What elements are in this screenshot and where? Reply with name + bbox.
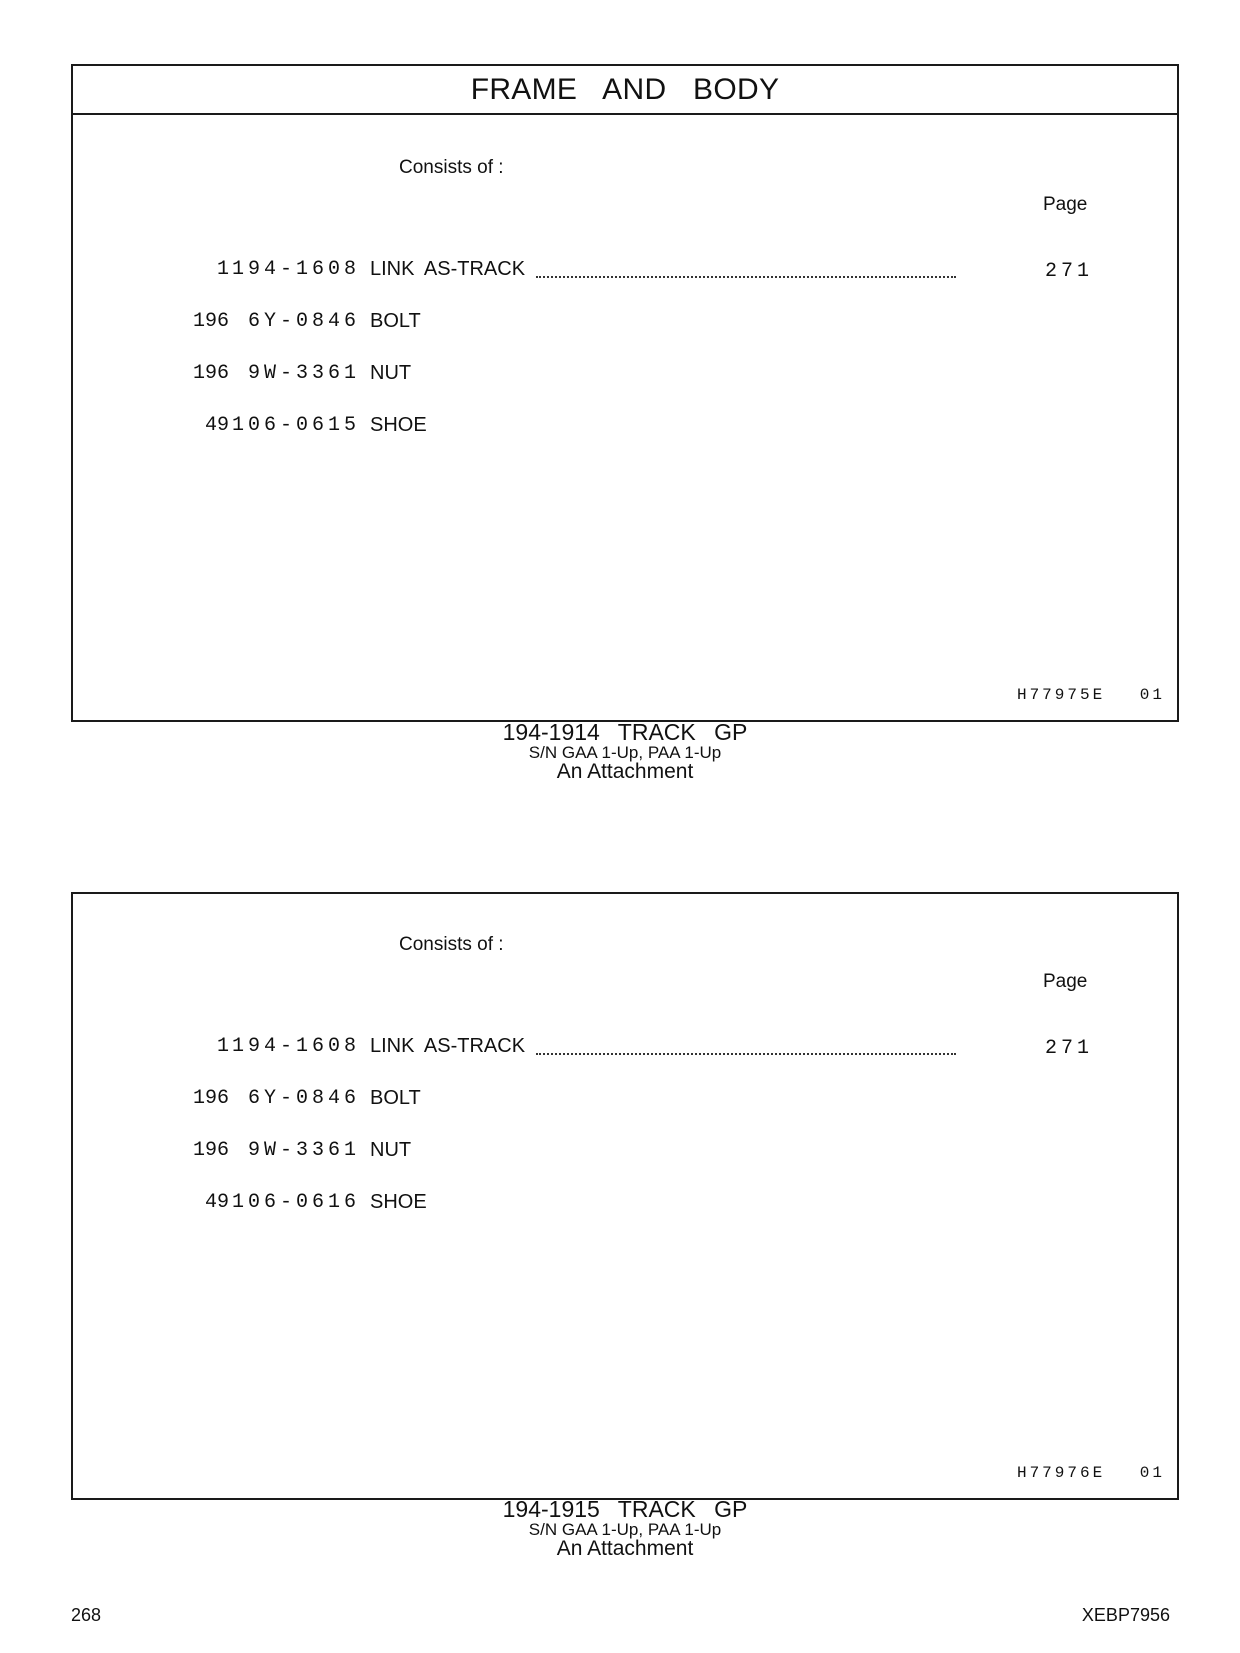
part-name: LINK AS-TRACK [370, 258, 526, 280]
part-name: SHOE [370, 414, 427, 436]
consists-of-label: Consists of : [399, 157, 504, 178]
part-page-ref: 271 [1045, 260, 1094, 283]
page-column-header: Page [1043, 971, 1088, 992]
part-name: NUT [370, 362, 412, 384]
dot-leader [536, 270, 956, 278]
part-name: LINK AS-TRACK [370, 1035, 526, 1057]
group-title: 194-1915 TRACK GP [502, 1496, 748, 1522]
page-column-header: Page [1043, 194, 1088, 215]
parts-group-2 [71, 892, 1179, 1500]
part-name: NUT [370, 1139, 412, 1161]
illustration-id: H77976E [1016, 1464, 1106, 1482]
part-row [73, 414, 1177, 444]
part-page-ref: 271 [1045, 1037, 1094, 1060]
part-name: BOLT [370, 1087, 421, 1109]
part-row [73, 1139, 1177, 1169]
part-qty: 1 [216, 1035, 229, 1058]
page-number: 268 [71, 1605, 102, 1625]
illustration-reference [1017, 1464, 1165, 1482]
illustration-id: H77975E [1016, 686, 1106, 704]
part-qty: 49 [204, 1191, 229, 1214]
part-row [73, 258, 1177, 288]
group-caption [71, 720, 1179, 782]
part-number: 106-0615 [231, 414, 360, 437]
part-row [73, 310, 1177, 340]
part-number: 9W-3361 [247, 1139, 360, 1162]
part-number: 194-1608 [231, 258, 360, 281]
part-qty: 1 [216, 258, 229, 281]
illustration-reference [1017, 686, 1165, 704]
part-qty: 196 [192, 1087, 229, 1110]
part-number: 6Y-0846 [247, 1087, 360, 1110]
part-qty: 196 [192, 362, 229, 385]
consists-of-label: Consists of : [399, 934, 504, 955]
part-number: 194-1608 [231, 1035, 360, 1058]
part-qty: 196 [192, 1139, 229, 1162]
dot-leader [536, 1047, 956, 1055]
group-caption [71, 1497, 1179, 1559]
illustration-rev: 01 [1139, 686, 1165, 704]
part-number: 106-0616 [231, 1191, 360, 1214]
part-number: 9W-3361 [247, 362, 360, 385]
attachment-note: An Attachment [556, 760, 694, 783]
part-qty: 49 [204, 414, 229, 437]
part-name: BOLT [370, 310, 421, 332]
part-number: 6Y-0846 [247, 310, 360, 333]
illustration-rev: 01 [1139, 1464, 1165, 1482]
serial-number-range: S/N GAA 1-Up, PAA 1-Up [528, 743, 722, 762]
section-title: FRAME AND BODY [73, 66, 1177, 115]
part-row [73, 362, 1177, 392]
part-qty: 196 [192, 310, 229, 333]
attachment-note: An Attachment [556, 1537, 694, 1560]
part-name: SHOE [370, 1191, 427, 1213]
part-row [73, 1087, 1177, 1117]
document-id: XEBP7956 [1081, 1605, 1170, 1625]
part-row [73, 1191, 1177, 1221]
parts-group-1 [71, 64, 1179, 722]
part-row [73, 1035, 1177, 1065]
serial-number-range: S/N GAA 1-Up, PAA 1-Up [528, 1520, 722, 1539]
group-title: 194-1914 TRACK GP [502, 719, 748, 745]
